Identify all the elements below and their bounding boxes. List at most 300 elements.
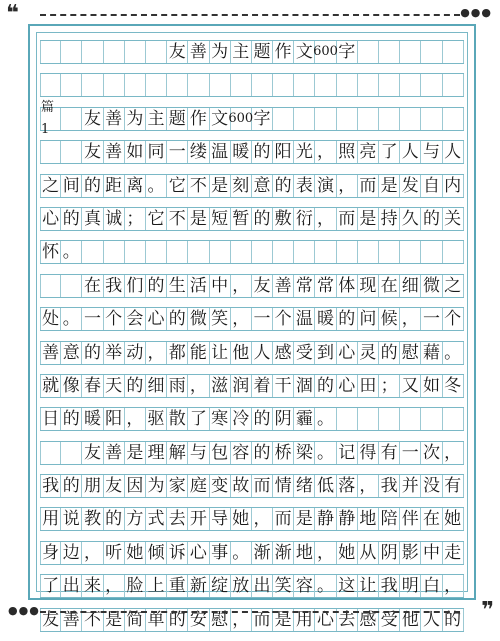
grid-cell: 而 [252, 609, 273, 631]
grid-cell: 梁 [294, 442, 315, 464]
grid-cell [40, 41, 61, 63]
grid-cell: 心 [188, 542, 209, 564]
grid-cell [125, 74, 146, 96]
grid-cell: 与 [188, 442, 209, 464]
grid-cell: 敷 [273, 208, 294, 230]
grid-cell: 我 [379, 575, 400, 597]
grid-cell: 善 [40, 342, 61, 364]
grid-cell: 暖 [315, 308, 336, 330]
grid-cell: 她 [443, 508, 464, 530]
grid-cell: 不 [82, 609, 103, 631]
grid-cell: 阳 [273, 141, 294, 163]
grid-cell: 一 [252, 308, 273, 330]
grid-cell: 来 [82, 575, 103, 597]
grid-cell: 友 [40, 609, 61, 631]
grid-cell: 慰 [400, 342, 421, 364]
grid-cell [146, 241, 167, 263]
grid-cell [379, 408, 400, 430]
grid-cell: 微 [421, 275, 442, 297]
grid-cell: 人 [421, 609, 442, 631]
grid-cell: 滋 [210, 375, 231, 397]
grid-cell: 的 [61, 208, 82, 230]
grid-cell: 为 [210, 41, 231, 63]
grid-cell: 朋 [82, 475, 103, 497]
grid-cell [252, 241, 273, 263]
grid-cell: 庭 [188, 475, 209, 497]
grid-cell: ， [146, 342, 167, 364]
grid-cell [61, 275, 82, 297]
grid-cell [104, 74, 125, 96]
grid-cell: 方 [125, 508, 146, 530]
grid-cell: 涸 [294, 375, 315, 397]
grid-cell: 有 [443, 475, 464, 497]
grid-cell: 就 [40, 375, 61, 397]
grid-cell: 善 [104, 442, 125, 464]
grid-cell: 又 [400, 375, 421, 397]
grid-cell [337, 408, 358, 430]
grid-cell: 地 [358, 508, 379, 530]
grid-cell: ， [231, 609, 252, 631]
grid-cell: 600 [315, 41, 336, 63]
grid-cell: ， [443, 442, 464, 464]
grid-cell: 之 [40, 175, 61, 197]
grid-cell: 在 [379, 275, 400, 297]
grid-cell [400, 108, 421, 130]
grid-row [40, 341, 464, 365]
grid-cell: 如 [421, 375, 442, 397]
grid-cell [400, 408, 421, 430]
grid-cell: 心 [337, 342, 358, 364]
grid-cell [400, 241, 421, 263]
grid-cell: 她 [231, 508, 252, 530]
grid-cell: 友 [167, 41, 188, 63]
grid-cell: 能 [188, 342, 209, 364]
grid-cell: 是 [125, 442, 146, 464]
grid-cell: 冬 [443, 375, 464, 397]
grid-cell: 之 [443, 275, 464, 297]
grid-cell: 距 [104, 175, 125, 197]
grid-cell: 式 [146, 508, 167, 530]
grid-cell: 像 [61, 375, 82, 397]
grid-cell: 友 [82, 108, 103, 130]
grid-cell: 他 [400, 609, 421, 631]
essay-grid [40, 40, 464, 641]
grid-cell: ； [125, 208, 146, 230]
grid-row [40, 374, 464, 398]
grid-cell: ； [379, 375, 400, 397]
grid-cell: 明 [400, 575, 421, 597]
grid-cell: 一 [82, 308, 103, 330]
grid-cell: 人 [400, 141, 421, 163]
grid-cell: 天 [104, 375, 125, 397]
grid-cell [82, 241, 103, 263]
grid-cell: 善 [188, 41, 209, 63]
grid-cell: 去 [167, 508, 188, 530]
grid-cell: ， [315, 208, 336, 230]
grid-cell: 都 [167, 342, 188, 364]
grid-row [40, 73, 464, 97]
grid-cell [167, 241, 188, 263]
grid-cell: 心 [315, 609, 336, 631]
grid-cell: ， [231, 275, 252, 297]
grid-cell: 去 [337, 609, 358, 631]
grid-cell: 事 [210, 542, 231, 564]
grid-cell: 了 [188, 408, 209, 430]
grid-cell: 照 [337, 141, 358, 163]
grid-cell: 田 [358, 375, 379, 397]
grid-cell: 春 [82, 375, 103, 397]
grid-cell: 了 [40, 575, 61, 597]
grid-cell: 是 [379, 175, 400, 197]
grid-row [40, 174, 464, 198]
grid-cell: 不 [167, 208, 188, 230]
grid-cell: 寒 [210, 408, 231, 430]
grid-cell: 。 [443, 342, 464, 364]
grid-cell: 教 [82, 508, 103, 530]
grid-row [40, 541, 464, 565]
grid-cell: 常 [294, 275, 315, 297]
grid-cell [337, 241, 358, 263]
grid-cell [61, 41, 82, 63]
grid-cell: 脸 [125, 575, 146, 597]
grid-cell: 友 [252, 275, 273, 297]
grid-cell [273, 108, 294, 130]
grid-cell: 绪 [294, 475, 315, 497]
grid-cell: 同 [146, 141, 167, 163]
top-decoration [0, 0, 500, 26]
grid-cell: 的 [61, 408, 82, 430]
grid-cell: 白 [421, 575, 442, 597]
grid-cell: 作 [188, 108, 209, 130]
grid-cell [188, 74, 209, 96]
grid-cell: 而 [358, 175, 379, 197]
grid-cell: 雨 [167, 375, 188, 397]
grid-cell: 持 [379, 208, 400, 230]
grid-cell: 篇1 [40, 108, 61, 130]
grid-cell: 题 [252, 41, 273, 63]
grid-cell: 。 [61, 308, 82, 330]
bottom-dashed-divider [40, 611, 460, 613]
dots-icon: ●●● [8, 604, 40, 617]
grid-cell [188, 241, 209, 263]
grid-cell: 上 [146, 575, 167, 597]
grid-cell [315, 241, 336, 263]
grid-cell: 身 [40, 542, 61, 564]
grid-cell [294, 74, 315, 96]
grid-cell: 散 [167, 408, 188, 430]
bottom-decoration [0, 598, 500, 623]
grid-cell: 的 [104, 508, 125, 530]
grid-cell: 家 [167, 475, 188, 497]
grid-cell: 是 [273, 609, 294, 631]
grid-cell: 单 [146, 609, 167, 631]
close-quote-icon: ❞ [481, 598, 494, 623]
grid-cell: 到 [315, 342, 336, 364]
grid-cell: 的 [82, 342, 103, 364]
grid-row [40, 407, 464, 431]
grid-cell: 出 [61, 575, 82, 597]
grid-cell: 解 [167, 442, 188, 464]
grid-cell: 为 [125, 108, 146, 130]
grid-cell [443, 408, 464, 430]
grid-cell: 发 [400, 175, 421, 197]
grid-cell: 容 [294, 575, 315, 597]
grid-cell: 。 [315, 575, 336, 597]
grid-cell: 诚 [104, 208, 125, 230]
grid-cell: 细 [400, 275, 421, 297]
grid-cell: 衍 [294, 208, 315, 230]
grid-cell: 藉 [421, 342, 442, 364]
grid-cell: 落 [337, 475, 358, 497]
grid-cell: 间 [61, 175, 82, 197]
grid-cell: 的 [379, 342, 400, 364]
grid-cell: 的 [167, 308, 188, 330]
grid-cell: 表 [294, 175, 315, 197]
grid-cell: 伴 [400, 508, 421, 530]
grid-cell: 受 [294, 342, 315, 364]
grid-cell [40, 74, 61, 96]
grid-cell: 的 [82, 175, 103, 197]
grid-cell: 他 [231, 342, 252, 364]
grid-cell: 是 [358, 208, 379, 230]
grid-cell: 放 [231, 575, 252, 597]
grid-cell: 演 [315, 175, 336, 197]
grid-cell: 受 [379, 609, 400, 631]
grid-cell: 意 [252, 175, 273, 197]
grid-cell: 是 [104, 609, 125, 631]
grid-cell: 暖 [231, 141, 252, 163]
grid-cell [358, 408, 379, 430]
grid-cell: 边 [61, 542, 82, 564]
grid-cell [210, 74, 231, 96]
grid-cell: 故 [231, 475, 252, 497]
grid-cell: 得 [358, 442, 379, 464]
grid-cell: 从 [358, 542, 379, 564]
grid-cell: 常 [315, 275, 336, 297]
grid-cell [252, 74, 273, 96]
grid-cell [443, 41, 464, 63]
grid-cell: 霾 [294, 408, 315, 430]
grid-cell: 友 [82, 141, 103, 163]
grid-cell: 善 [273, 275, 294, 297]
grid-cell [61, 108, 82, 130]
grid-cell [421, 241, 442, 263]
grid-cell: 出 [252, 575, 273, 597]
grid-cell [40, 141, 61, 163]
grid-row [40, 140, 464, 164]
grid-cell [379, 108, 400, 130]
grid-cell: 它 [167, 175, 188, 197]
grid-cell: 安 [188, 609, 209, 631]
grid-cell: 亮 [358, 141, 379, 163]
grid-cell: 。 [231, 542, 252, 564]
grid-row [40, 307, 464, 331]
open-quote-icon: ❝ [6, 1, 19, 26]
grid-cell: ， [358, 475, 379, 497]
grid-cell: 。 [61, 241, 82, 263]
grid-cell: 静 [337, 508, 358, 530]
grid-cell: 用 [40, 508, 61, 530]
grid-cell: 细 [146, 375, 167, 397]
grid-cell: 温 [210, 141, 231, 163]
grid-cell: 个 [104, 308, 125, 330]
grid-cell [231, 241, 252, 263]
grid-cell: 微 [188, 308, 209, 330]
grid-cell: 它 [146, 208, 167, 230]
grid-cell: 与 [421, 141, 442, 163]
grid-cell: 了 [379, 141, 400, 163]
grid-cell: 人 [252, 342, 273, 364]
top-dashed-divider [40, 14, 460, 16]
grid-cell: 的 [421, 208, 442, 230]
grid-cell: 主 [146, 108, 167, 130]
grid-cell: ， [252, 508, 273, 530]
grid-cell: 干 [273, 375, 294, 397]
grid-row [40, 99, 464, 137]
grid-cell [146, 74, 167, 96]
grid-cell: 心 [40, 208, 61, 230]
grid-cell: 现 [358, 275, 379, 297]
grid-cell: 阳 [104, 408, 125, 430]
grid-cell [379, 74, 400, 96]
grid-cell [167, 74, 188, 96]
grid-row [40, 240, 464, 264]
grid-cell: 一 [400, 442, 421, 464]
grid-cell: 一 [167, 141, 188, 163]
grid-cell: 关 [443, 208, 464, 230]
grid-cell: 理 [146, 442, 167, 464]
grid-cell [400, 41, 421, 63]
grid-row [40, 40, 464, 64]
grid-cell: 次 [421, 442, 442, 464]
grid-cell [421, 408, 442, 430]
grid-cell: 真 [82, 208, 103, 230]
grid-cell: 温 [294, 308, 315, 330]
grid-cell [400, 74, 421, 96]
grid-row [40, 507, 464, 531]
grid-cell: 渐 [273, 542, 294, 564]
grid-cell [294, 108, 315, 130]
grid-cell: 。 [146, 175, 167, 197]
grid-cell: 包 [210, 442, 231, 464]
grid-cell: 文 [294, 41, 315, 63]
grid-cell: 处 [40, 308, 61, 330]
grid-cell: 内 [443, 175, 464, 197]
grid-cell: 并 [400, 475, 421, 497]
grid-cell: 。 [315, 442, 336, 464]
grid-cell: 的 [315, 375, 336, 397]
grid-cell: 心 [146, 308, 167, 330]
grid-cell: 我 [379, 475, 400, 497]
grid-cell: 个 [443, 308, 464, 330]
grid-cell: 因 [125, 475, 146, 497]
grid-cell: 着 [252, 375, 273, 397]
grid-cell [379, 241, 400, 263]
grid-cell: 情 [273, 475, 294, 497]
grid-cell: 的 [146, 275, 167, 297]
grid-cell: ， [337, 175, 358, 197]
grid-cell: 走 [443, 542, 464, 564]
grid-cell: 的 [337, 308, 358, 330]
grid-cell: 活 [188, 275, 209, 297]
grid-cell: ， [82, 542, 103, 564]
grid-cell [61, 74, 82, 96]
grid-cell: 一 [421, 308, 442, 330]
grid-cell: 没 [421, 475, 442, 497]
grid-cell [315, 108, 336, 130]
grid-cell: 阴 [379, 542, 400, 564]
grid-cell: 是 [210, 175, 231, 197]
grid-cell: 暂 [231, 208, 252, 230]
grid-cell [40, 275, 61, 297]
grid-cell: 感 [273, 342, 294, 364]
grid-cell [61, 141, 82, 163]
grid-cell: 如 [125, 141, 146, 163]
grid-cell: 生 [167, 275, 188, 297]
grid-cell [337, 108, 358, 130]
grid-cell: 倾 [146, 542, 167, 564]
grid-cell: 润 [231, 375, 252, 397]
grid-cell: ， [315, 542, 336, 564]
grid-cell [61, 442, 82, 464]
grid-cell [421, 41, 442, 63]
grid-cell: 动 [125, 342, 146, 364]
composition-paper [28, 24, 476, 630]
grid-cell: 渐 [252, 542, 273, 564]
grid-cell [443, 74, 464, 96]
grid-cell: 这 [337, 575, 358, 597]
grid-cell: 用 [294, 609, 315, 631]
grid-cell: 友 [82, 442, 103, 464]
grid-cell: 记 [337, 442, 358, 464]
grid-cell: ， [188, 375, 209, 397]
grid-cell: 在 [82, 275, 103, 297]
grid-cell: 友 [104, 475, 125, 497]
grid-cell: 会 [125, 308, 146, 330]
grid-cell: 久 [400, 208, 421, 230]
grid-cell: 让 [358, 575, 379, 597]
grid-cell [125, 241, 146, 263]
grid-cell: 候 [379, 308, 400, 330]
grid-cell: 是 [294, 508, 315, 530]
grid-cell [231, 74, 252, 96]
grid-cell: 们 [125, 275, 146, 297]
grid-row [40, 441, 464, 465]
grid-cell: 自 [421, 175, 442, 197]
grid-cell: 桥 [273, 442, 294, 464]
grid-cell: 善 [61, 609, 82, 631]
grid-cell: 冷 [231, 408, 252, 430]
grid-cell: ， [443, 575, 464, 597]
grid-cell: 新 [188, 575, 209, 597]
grid-cell: 善 [104, 141, 125, 163]
grid-cell: 怀 [40, 241, 61, 263]
grid-cell [315, 74, 336, 96]
grid-cell: 中 [210, 275, 231, 297]
grid-cell: 心 [337, 375, 358, 397]
grid-cell: 体 [337, 275, 358, 297]
grid-cell: 不 [188, 175, 209, 197]
grid-cell: 而 [252, 475, 273, 497]
grid-cell: ， [125, 408, 146, 430]
grid-cell: 静 [315, 508, 336, 530]
grid-row [40, 474, 464, 498]
grid-cell: 的 [443, 609, 464, 631]
grid-row [40, 274, 464, 298]
grid-cell: 灵 [358, 342, 379, 364]
grid-cell: 的 [252, 442, 273, 464]
grid-cell: 导 [210, 508, 231, 530]
